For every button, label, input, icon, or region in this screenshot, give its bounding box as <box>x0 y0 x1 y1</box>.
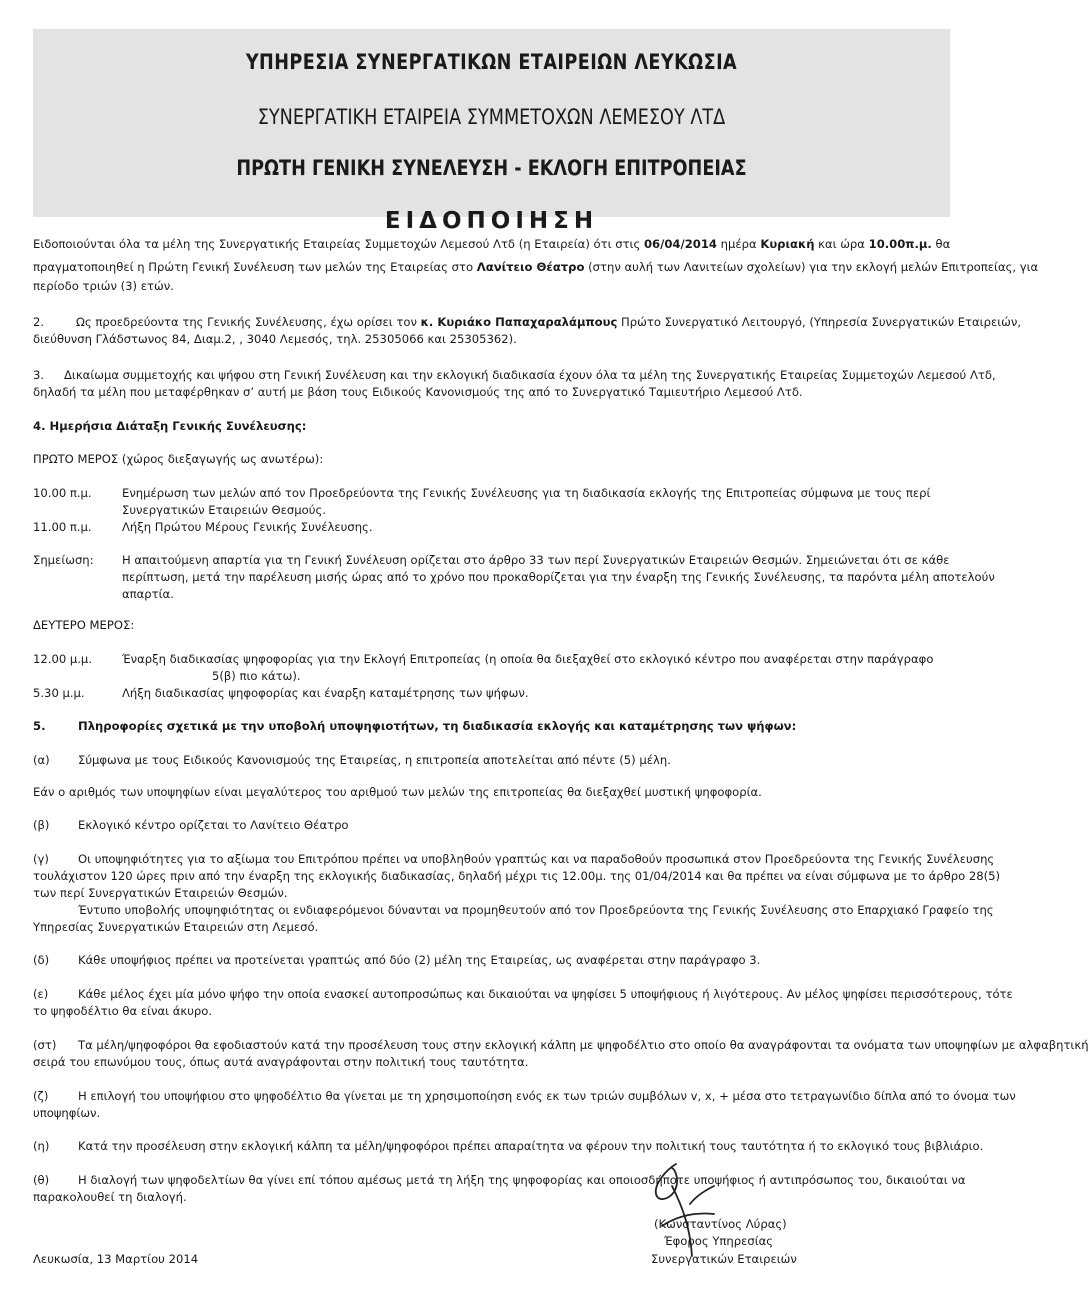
p2-text-a: Ως προεδρεύοντα της Γενικής Συνέλευσης, έχω ορίσει τον <box>76 315 417 329</box>
item-th-line1: Η διαλογή των ψηφοδελτίων θα γίνει επί τόπου αμέσως μετά τη λήξη της ψηφοφορίας και οποιοσδήποτε υποψήφιος ή αντιπρόσωπος του, δικαιούται να <box>78 1173 966 1187</box>
item-z-line1: Η επιλογή του υποψήφιου στο ψηφοδέλτιο θα γίνεται με τη χρησιμοποίηση ενός εκ των τριών συμβόλων v, x, + μέσα στο τετραγωνίδιο δίπλα από το όνομα των <box>78 1089 1016 1103</box>
item-b-label: (β) <box>33 818 50 832</box>
company-title: ΣΥΝΕΡΓΑΤΙΚΗ ΕΤΑΙΡΕΙΑ ΣΥΜΜΕΤΟΧΩΝ ΛΕΜΕΣΟΥ ΛΤΔ <box>257 105 726 129</box>
p2-line1 <box>76 314 1021 332</box>
p5-heading: Πληροφορίες σχετικά με την υποβολή υποψηφιοτήτων, τη διαδικασία εκλογής και καταμέτρησης των ψήφων: <box>78 719 797 733</box>
agenda-item-4: Λήξη διαδικασίας ψηφοφορίας και έναρξη καταμέτρησης των ψήφων. <box>122 686 529 700</box>
part2-label: ΔΕΥΤΕΡΟ ΜΕΡΟΣ: <box>33 618 135 632</box>
item-b-text: Εκλογικό κέντρο ορίζεται το Λανίτειο Θέατρο <box>78 818 349 832</box>
agenda-item-1-line2: Συνεργατικών Εταιρειών Θεσμούς. <box>122 503 326 517</box>
p3-number: 3. <box>33 368 45 382</box>
agenda-item-3-line1: Έναρξη διαδικασίας ψηφοφορίας για την Εκλογή Επιτροπείας (η οποία θα διεξαχθεί στο εκλογικό κέντρο που αναφέρεται στην παράγραφο <box>122 652 934 666</box>
item-th-line2: παρακολουθεί τη διαλογή. <box>33 1190 187 1204</box>
item-e-label: (ε) <box>33 987 49 1001</box>
agenda-item-2: Λήξη Πρώτου Μέρους Γενικής Συνέλευσης. <box>122 520 373 534</box>
meeting-date: 06/04/2014 <box>643 237 717 251</box>
p1-text-f: (στην αυλή των Λανιτείων σχολείων) για την εκλογή μελών Επιτροπείας, για <box>588 260 1039 274</box>
p1-text-a: Ειδοποιούνται όλα τα μέλη της Συνεργατικής Εταιρείας Συμμετοχών Λεμεσού Λτδ (η Εταιρεία) ότι στις <box>33 237 641 251</box>
part1-label: ΠΡΩΤΟ ΜΕΡΟΣ <box>33 452 119 466</box>
part1-venue-note: (χώρος διεξαγωγής ως ανωτέρω): <box>121 452 324 466</box>
p2-text-b: Πρώτο Συνεργατικό Λειτουργό, (Υπηρεσία Συνεργατικών Εταιρειών, <box>621 315 1022 329</box>
notice-title: ΕΙΔΟΠΟΙΗΣΗ <box>384 208 599 234</box>
p1-text-b: ημέρα <box>720 237 757 251</box>
org-title: ΥΠΗΡΕΣΙΑ ΣΥΝΕΡΓΑΤΙΚΩΝ ΕΤΑΙΡΕΙΩΝ ΛΕΥΚΩΣΙΑ <box>245 50 738 74</box>
p1-line1 <box>33 236 950 254</box>
item-c-label: (γ) <box>33 852 49 866</box>
p1-text-d: θα <box>935 237 951 251</box>
meeting-title: ΠΡΩΤΗ ΓΕΝΙΚΗ ΣΥΝΕΛΕΥΣΗ - ΕΚΛΟΓΗ ΕΠΙΤΡΟΠΕΙΑΣ <box>236 156 747 180</box>
item-st-line2: σειρά του επωνύμου τους, όπως αυτά αναγράφονται στην πολιτική τους ταυτότητα. <box>33 1055 529 1069</box>
item-h-text: Κατά την προσέλευση στην εκλογική κάλπη τα μέλη/ψηφοφόροι πρέπει απαραίτητα να φέρουν την πολιτική τους ταυτότητα ή το εκλογικό τους βιβλιάριο. <box>78 1139 984 1153</box>
item-z-line2: υποψηφίων. <box>33 1106 101 1120</box>
item-d-text: Κάθε υποψήφιος πρέπει να προτείνεται γραπτώς από δύο (2) μέλη της Εταιρείας, ως αναφέρεται στην παράγραφο 3. <box>78 953 761 967</box>
item-z-label: (ζ) <box>33 1089 49 1103</box>
meeting-time: 10.00π.μ. <box>868 237 932 251</box>
agenda-heading: 4. Ημερήσια Διάταξη Γενικής Συνέλευσης: <box>33 419 307 433</box>
item-c-line5: Υπηρεσίας Συνεργατικών Εταιρειών στη Λεμεσό. <box>33 920 319 934</box>
time-530: 5.30 μ.μ. <box>33 686 85 700</box>
place-date: Λευκωσία, 13 Μαρτίου 2014 <box>33 1252 199 1266</box>
item-st-label: (στ) <box>33 1038 57 1052</box>
signer-role-2: Συνεργατικών Εταιρειών <box>651 1252 797 1266</box>
p1-text-e: πραγματοποιηθεί η Πρώτη Γενική Συνέλευση των μελών της Εταιρείας στο <box>33 260 474 274</box>
item-c-line2: τουλάχιστον 120 ώρες πριν από την έναρξη της εκλογικής διαδικασίας, δηλαδή μέχρι τις 12.00μ. της 01/04/2014 και θα πρέπει να είναι σύμφωνα με το άρθρο 28(5) <box>33 869 1001 883</box>
item-e-line1: Κάθε μέλος έχει μία μόνο ψήφο την οποία ενασκεί αυτοπροσώπως και δικαιούται να ψηφίσει 5 υποψήφιους ή λιγότερους. Αν μέλος ψηφίσει περισσότερους, τότε <box>78 987 1013 1001</box>
note-line1: Η απαιτούμενη απαρτία για τη Γενική Συνέλευση ορίζεται στο άρθρο 33 των περί Συνεργατικών Εταιρειών Θεσμών. Σημειώνεται ότι σε κάθε <box>122 553 950 567</box>
time-1100: 11.00 π.μ. <box>33 520 92 534</box>
p1-line2 <box>33 259 1038 277</box>
header-box <box>33 29 950 234</box>
item-d-label: (δ) <box>33 953 50 967</box>
note-label: Σημείωση: <box>33 553 94 567</box>
agenda-item-3-line2: 5(β) πιο κάτω). <box>212 669 301 683</box>
chairman-name: κ. Κυριάκο Παπαχαραλάμπους <box>420 315 618 329</box>
agenda-item-1-line1: Ενημέρωση των μελών από τον Προεδρεύοντα της Γενικής Συνέλευσης για τη διαδικασία εκλογής της Επιτροπείας σύμφωνα με τους περί <box>122 486 931 500</box>
p5-number: 5. <box>33 719 46 733</box>
item-c-line4: Έντυπο υποβολής υποψηφιότητας οι ενδιαφερόμενοι δύνανται να προμηθευτούν από τον Προεδρεύοντα της Γενικής Συνέλευσης στο Επαρχιακό Γραφείο της <box>78 903 994 917</box>
signer-role-1: Έφορος Υπηρεσίας <box>664 1234 774 1248</box>
item-a-extra: Εάν ο αριθμός των υποψηφίων είναι μεγαλύτερος του αριθμού των μελών της επιτροπείας θα διεξαχθεί μυστική ψηφοφορία. <box>33 785 762 799</box>
p2-line2: διεύθυνση Γλάδστωνος 84, Διαμ.2, , 3040 Λεμεσός, τηλ. 25305066 και 25305362). <box>33 332 517 346</box>
meeting-venue: Λανίτειο Θέατρο <box>476 260 585 274</box>
p1-text-c: και ώρα <box>818 237 865 251</box>
item-c-line1: Οι υποψηφιότητες για το αξίωμα του Επιτρόπου πρέπει να υποβληθούν γραπτώς και να παραδοθούν προσωπικά στον Προεδρεύοντα της Γενικής Συνέλευσης <box>78 852 995 866</box>
item-th-label: (θ) <box>33 1173 50 1187</box>
note-line3: απαρτία. <box>122 587 174 601</box>
p3-line1: Δικαίωμα συμμετοχής και ψήφου στη Γενική Συνέλευση και την εκλογική διαδικασία έχουν όλα τα μέλη της Συνεργατικής Εταιρείας Συμμετοχών Λεμεσού Λτδ, <box>64 368 996 382</box>
part1-line <box>33 451 323 469</box>
item-c-line3: των περί Συνεργατικών Εταιρειών Θεσμών. <box>33 886 288 900</box>
item-e-line2: το ψηφοδέλτιο θα είναι άκυρο. <box>33 1004 213 1018</box>
item-a-text: Σύμφωνα με τους Ειδικούς Κανονισμούς της Εταιρείας, η επιτροπεία αποτελείται από πέντε (5) μέλη. <box>78 753 671 767</box>
time-1000: 10.00 π.μ. <box>33 486 92 500</box>
meeting-day: Κυριακή <box>760 237 815 251</box>
p2-number: 2. <box>33 315 45 329</box>
note-line2: περίπτωση, μετά την παρέλευση μισής ώρας από το χρόνο που προκαθορίζεται για την έναρξη της Γενικής Συνέλευσης, τα παρόντα μέλη αποτελούν <box>122 570 995 584</box>
p3-line2: δηλαδή τα μέλη που μεταφέρθηκαν σ’ αυτή με βάση τους Ειδικούς Κανονισμούς της από το Συνεργατικό Ταμιευτήριο Λεμεσού Λτδ. <box>33 385 803 399</box>
item-h-label: (η) <box>33 1139 50 1153</box>
item-st-line1: Τα μέλη/ψηφοφόροι θα εφοδιαστούν κατά την προσέλευση τους στην εκλογική κάλπη με ψηφοδέλτιο στο οποίο θα αναγράφονται τα ονόματα των υποψηφίων με αλφαβητική <box>78 1038 1089 1052</box>
p1-line3: περίοδο τριών (3) ετών. <box>33 279 174 293</box>
time-1200: 12.00 μ.μ. <box>33 652 92 666</box>
item-a-label: (α) <box>33 753 50 767</box>
signer-name: (Κωνσταντίνος Λύρας) <box>654 1217 787 1231</box>
